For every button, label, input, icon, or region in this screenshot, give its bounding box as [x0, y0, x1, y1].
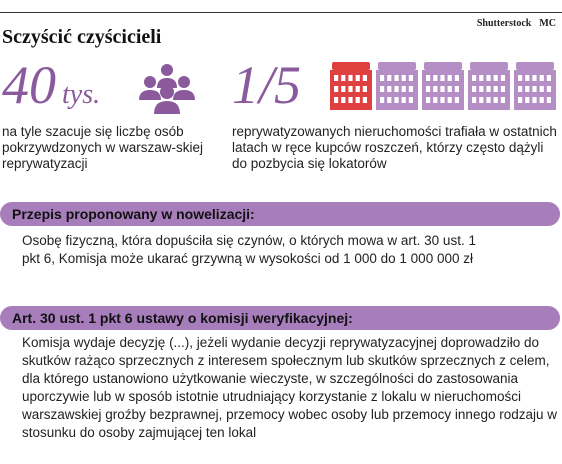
victims-unit: tys. — [62, 79, 101, 110]
building-icon — [422, 62, 464, 110]
people-group-icon — [138, 62, 196, 114]
photo-credit: Shutterstock — [476, 18, 532, 29]
properties-description: reprywatyzowanych nieruchomości trafiała w ostatnich latach w ręce kupców roszczeń, którzy często dążyli do pozbycia się lokatorów — [232, 124, 557, 171]
credits — [469, 18, 556, 29]
building-icon — [468, 62, 510, 110]
properties-value: 1/5 — [232, 55, 302, 115]
building-icon — [514, 62, 556, 110]
article-text: Komisja wydaje decyzję (...), jeżeli wydanie decyzji reprywatyzacyjnej doprowadziło do skutków rażąco sprzecznych z interesem społecznym lub skutków sprzecznych z celem, dla którego ustanowiono użytkowanie wieczyste, w szczególności do zastosowania uporczywie lub w sposób istotnie utrudniający korzystanie z lokalu w nieruchomości warszawskiej groźby bezprawnej, przemocy wobec osoby lub przemocy innego rodzaju w stosunku do osoby zajmującej ten lokal — [22, 335, 557, 440]
building-icon — [330, 62, 372, 110]
building-icon — [376, 62, 418, 110]
victims-description: na tyle szacuje się liczbę osób pokrzywdzonych w warszaw-skiej reprywatyzacji — [2, 124, 204, 171]
article-heading: Art. 30 ust. 1 pkt 6 ustawy o komisji weryfikacyjnej: — [0, 306, 560, 330]
victims-value: 40 — [2, 55, 56, 115]
buildings-pictogram — [330, 62, 562, 112]
proposal-heading: Przepis proponowany w nowelizacji: — [0, 202, 560, 226]
page-title: Sczyścić czyścicieli — [2, 26, 162, 48]
proposal-text: Osobę fizyczną, która dopuściła się czynów, o których mowa w art. 30 ust. 1 pkt 6, Komisja może ukarać grzywną w wysokości od 1 000 do 1 000 000 zł — [22, 233, 476, 266]
top-rule — [0, 12, 562, 13]
author-credit: MC — [539, 18, 556, 29]
victims-stat — [2, 55, 101, 115]
